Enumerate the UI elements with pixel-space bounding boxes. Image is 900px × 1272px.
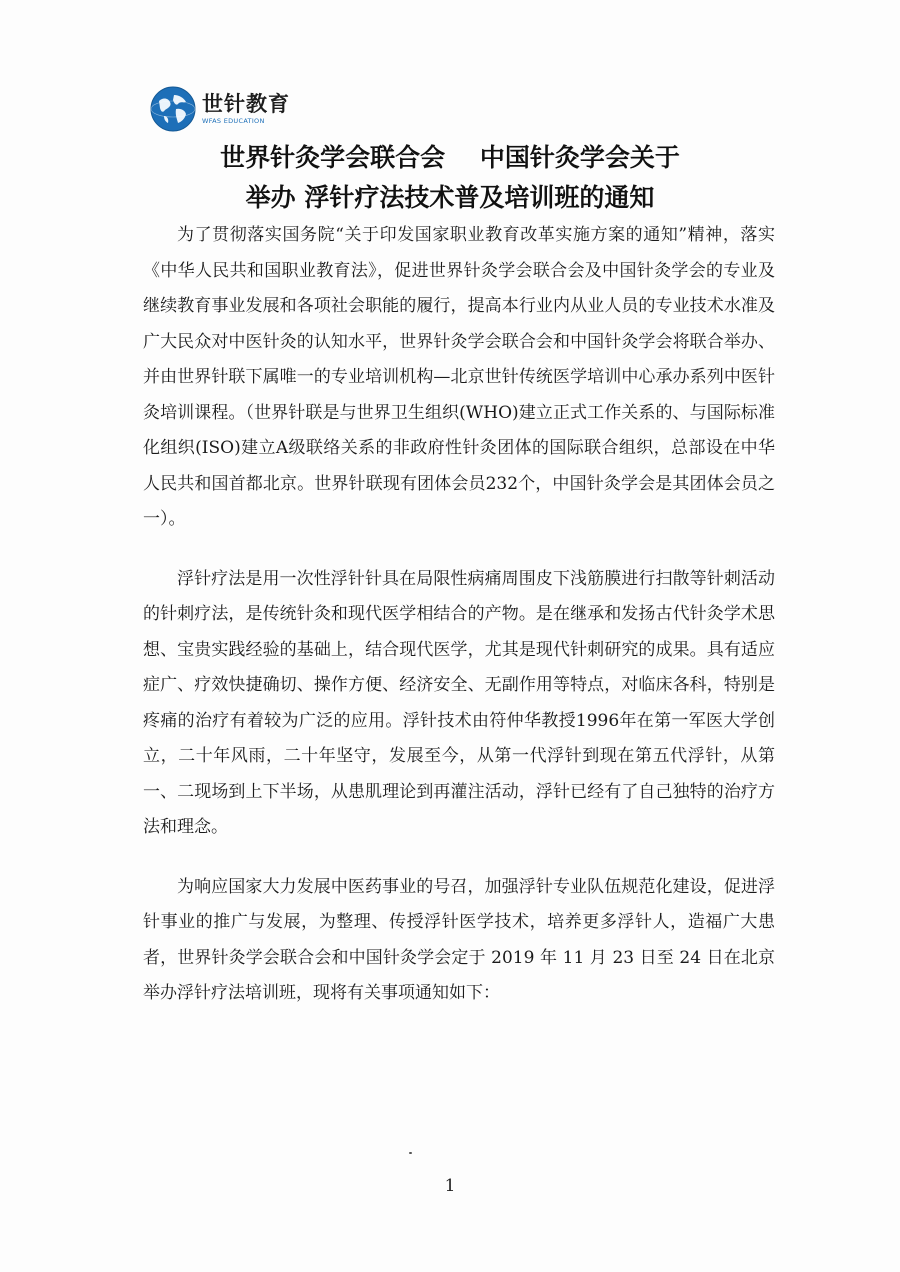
- logo-title: 世针教育: [202, 92, 290, 116]
- notice-title: [100, 138, 800, 218]
- paragraph-2: 浮针疗法是用一次性浮针针具在局限性病痛周围皮下浅筋膜进行扫散等针刺活动的针刺疗法，是传统针灸和现代医学相结合的产物。是在继承和发扬古代针灸学术思想、宝贵实践经验的基础上，结合现代医学，尤其是现代针刺研究的成果。具有适应症广、疗效快捷确切、操作方便、经济安全、无副作用等特点，对临床各科，特别是疼痛的治疗有着较为广泛的应用。浮针技术由符仲华教授1996年在第一军医大学创立，二十年风雨，二十年坚守，发展至今，从第一代浮针到现在第五代浮针，从第一、二现场到上下半场，从患肌理论到再灌注活动，浮针已经有了自己独特的治疗方法和理念。: [143, 568, 775, 837]
- title-line-2: 举办 浮针疗法技术普及培训班的通知: [245, 183, 655, 212]
- wfas-education-logo: [150, 84, 320, 134]
- logo-subtitle: WFAS EDUCATION: [202, 117, 265, 125]
- paragraph-3: 为响应国家大力发展中医药事业的号召，加强浮针专业队伍规范化建设，促进浮针事业的推广与发展，为整理、传授浮针医学技术，培养更多浮针人，造福广大患者，世界针灸学会联合会和中国针灸学会定于 2019 年 11 月 23 日至 24 日在北京举办浮针疗法培训班，现将有关事项通知如下：: [143, 876, 775, 1003]
- notice-body: [143, 218, 775, 1012]
- title-line-1: 世界针灸学会联合会 中国针灸学会关于: [220, 143, 680, 172]
- globe-icon: [150, 86, 196, 132]
- paragraph-1: 为了贯彻落实国务院“关于印发国家职业教育改革实施方案的通知”精神，落实《中华人民共和国职业教育法》，促进世界针灸学会联合会及中国针灸学会的专业及继续教育事业发展和各项社会职能的履行，提高本行业内从业人员的专业技术水准及广大民众对中医针灸的认知水平，世界针灸学会联合会和中国针灸学会将联合举办、并由世界针联下属唯一的专业培训机构—北京世针传统医学培训中心承办系列中医针灸培训课程。（世界针联是与世界卫生组织(WHO)建立正式工作关系的、与国际标准化组织(ISO)建立A级联络关系的非政府性针灸团体的国际联合组织，总部设在中华人民共和国首都北京。世界针联现有团体会员232个，中国针灸学会是其团体会员之一）。: [143, 225, 775, 529]
- scan-speck: [409, 1152, 412, 1154]
- page-number: 1: [444, 1176, 456, 1196]
